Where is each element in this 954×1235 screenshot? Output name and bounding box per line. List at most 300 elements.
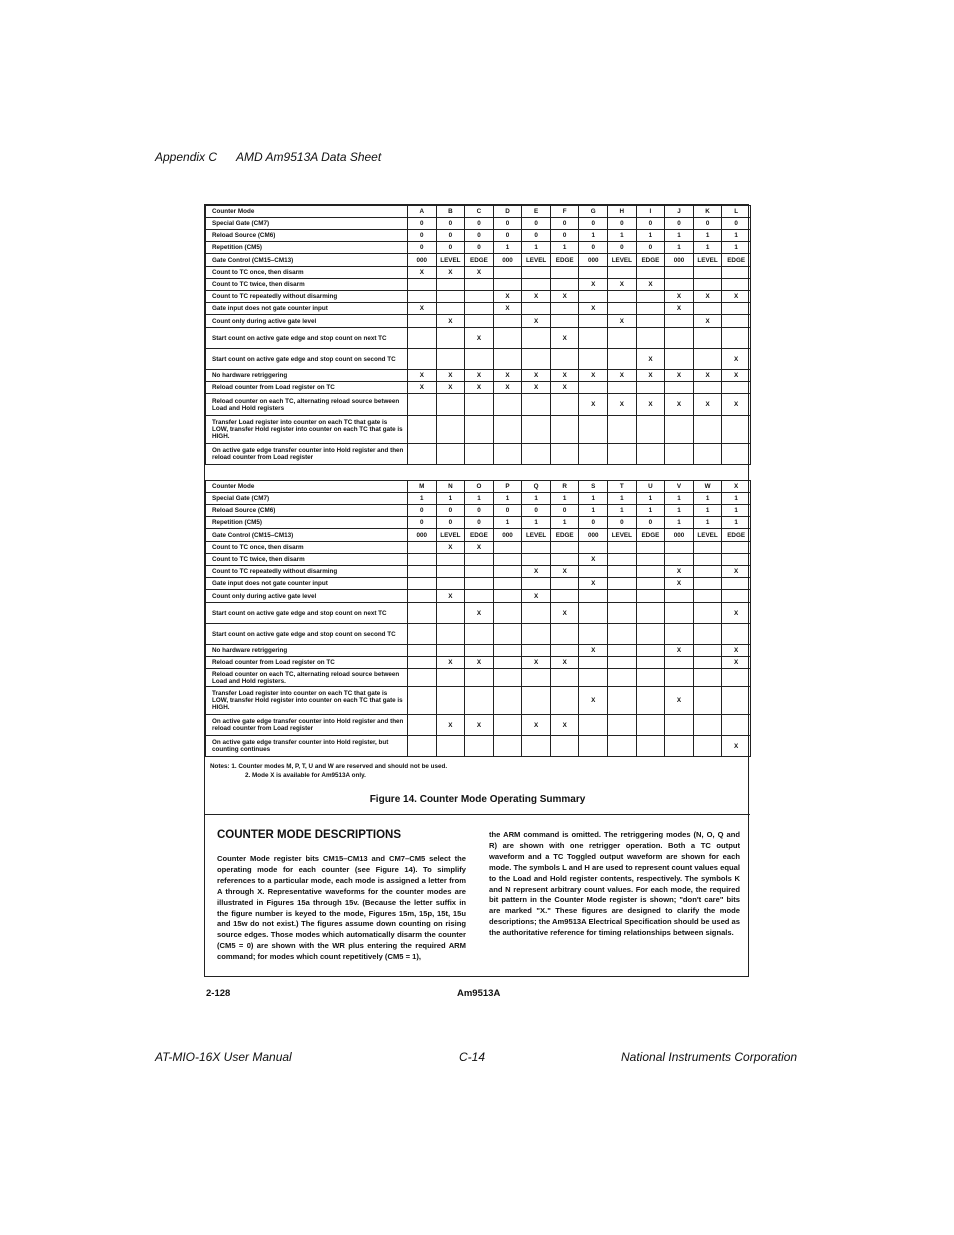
mode-cell [693,382,722,394]
counter-mode-table-2 [205,480,751,757]
mode-cell [408,603,437,624]
mode-cell [693,416,722,444]
mode-cell: 0 [579,242,608,254]
mode-cell: EDGE [722,529,751,542]
mode-cell [465,566,494,578]
table-row [206,566,751,578]
mode-cell [722,279,751,291]
mode-cell: X [693,370,722,382]
mode-cell: C [465,206,494,218]
row-label: On active gate edge transfer counter into Hold register and then reload counter from Load register [206,444,408,465]
mode-cell [608,303,637,315]
mode-cell: X [522,291,551,303]
mode-cell: A [408,206,437,218]
table-row [206,517,751,529]
mode-cell: T [608,481,637,493]
mode-cell: X [436,382,465,394]
mode-cell: 0 [636,517,665,529]
mode-cell [579,590,608,603]
mode-cell: X [465,267,494,279]
mode-cell: 0 [693,218,722,230]
mode-cell: X [665,578,694,590]
mode-cell [665,349,694,370]
mode-cell: EDGE [722,254,751,267]
mode-cell: 000 [493,254,522,267]
mode-cell: U [636,481,665,493]
mode-cell: EDGE [550,529,579,542]
mode-cell [665,382,694,394]
mode-cell: X [665,394,694,416]
mode-cell [522,349,551,370]
mode-cell [465,291,494,303]
mode-cell [465,590,494,603]
mode-cell [722,328,751,349]
mode-cell [579,315,608,328]
mode-cell: LEVEL [436,529,465,542]
mode-cell [436,416,465,444]
mode-cell [579,382,608,394]
mode-cell: 1 [722,517,751,529]
mode-cell [636,566,665,578]
mode-cell [636,578,665,590]
mode-cell [436,349,465,370]
mode-cell: 1 [722,230,751,242]
table-row [206,669,751,687]
mode-cell: X [636,279,665,291]
mode-cell [608,542,637,554]
mode-cell [550,444,579,465]
mode-cell: X [722,645,751,657]
mode-cell: X [465,715,494,736]
row-label: Transfer Load register into counter on each TC that gate is LOW, transfer Hold register into counter on each TC that gate is HIGH. [206,687,408,715]
mode-cell [608,590,637,603]
mode-cell: E [522,206,551,218]
mode-cell [693,645,722,657]
mode-cell [522,669,551,687]
mode-cell: 1 [693,493,722,505]
mode-cell [465,578,494,590]
mode-cell: X [665,303,694,315]
mode-cell: X [722,657,751,669]
table-row [206,554,751,566]
mode-cell [408,279,437,291]
mode-cell [665,328,694,349]
mode-cell: P [493,481,522,493]
mode-cell [579,603,608,624]
mode-cell [436,566,465,578]
mode-cell [722,715,751,736]
mode-cell [722,444,751,465]
mode-cell [465,303,494,315]
mode-cell: EDGE [465,529,494,542]
mode-cell: 1 [408,493,437,505]
mode-cell [579,349,608,370]
mode-cell: X [522,370,551,382]
table-row [206,603,751,624]
mode-cell [579,542,608,554]
mode-cell: 1 [522,242,551,254]
mode-cell: 0 [408,242,437,254]
mode-cell [522,394,551,416]
table-row [206,578,751,590]
mode-cell [436,578,465,590]
section-divider [205,814,750,815]
mode-cell [436,645,465,657]
mode-cell: 0 [408,230,437,242]
mode-cell: X [436,370,465,382]
mode-cell [408,315,437,328]
mode-cell [493,394,522,416]
mode-cell [408,542,437,554]
mode-cell [550,279,579,291]
row-label: Count to TC once, then disarm [206,267,408,279]
mode-cell: X [608,370,637,382]
mode-cell: 000 [408,254,437,267]
mode-cell: 1 [608,505,637,517]
table-row [206,315,751,328]
mode-cell [665,657,694,669]
row-label: Start count on active gate edge and stop count on next TC [206,328,408,349]
mode-cell [465,669,494,687]
table-row [206,529,751,542]
mode-cell [408,328,437,349]
mode-cell: 0 [493,218,522,230]
mode-cell [636,315,665,328]
mode-cell: 1 [493,517,522,529]
mode-cell: 1 [665,230,694,242]
row-label: Reload Source (CM6) [206,230,408,242]
table-notes [210,762,447,780]
mode-cell [579,291,608,303]
mode-cell: 1 [722,242,751,254]
mode-cell: 1 [493,242,522,254]
mode-cell: X [579,370,608,382]
mode-cell [693,578,722,590]
mode-cell: X [522,315,551,328]
mode-cell: LEVEL [693,254,722,267]
mode-cell: 0 [493,505,522,517]
mode-cell: X [665,291,694,303]
mode-cell: X [608,394,637,416]
mode-cell [408,291,437,303]
mode-cell [465,444,494,465]
table-row [206,291,751,303]
footer-company: National Instruments Corporation [621,1050,798,1064]
mode-cell [665,669,694,687]
mode-cell [522,603,551,624]
mode-cell: X [465,382,494,394]
table-row [206,218,751,230]
mode-cell: X [408,382,437,394]
table-row [206,328,751,349]
mode-cell: 1 [608,230,637,242]
mode-cell [636,303,665,315]
mode-cell [579,736,608,757]
mode-cell [693,736,722,757]
mode-cell: X [636,349,665,370]
mode-cell: X [579,687,608,715]
mode-cell [665,590,694,603]
row-label: Reload counter on each TC, alternating reload source between Load and Hold registers. [206,669,408,687]
mode-cell [465,554,494,566]
mode-cell: LEVEL [693,529,722,542]
mode-cell: LEVEL [522,254,551,267]
mode-cell: 000 [665,254,694,267]
row-label: Counter Mode [206,206,408,218]
row-label: Repetition (CM5) [206,242,408,254]
mode-cell [493,645,522,657]
mode-cell [665,444,694,465]
mode-cell: X [522,657,551,669]
row-label: Special Gate (CM7) [206,218,408,230]
mode-cell [408,715,437,736]
row-label: Gate Control (CM15–CM13) [206,529,408,542]
mode-cell: 1 [722,493,751,505]
mode-cell [608,669,637,687]
mode-cell [550,624,579,645]
mode-cell: 1 [722,505,751,517]
mode-cell: W [693,481,722,493]
mode-cell: 0 [408,218,437,230]
mode-cell: X [408,370,437,382]
mode-cell [465,624,494,645]
mode-cell [608,645,637,657]
mode-cell: X [465,370,494,382]
footer-manual-title: AT-MIO-16X User Manual [155,1050,292,1064]
mode-cell: 0 [550,505,579,517]
mode-cell [636,603,665,624]
mode-cell: S [579,481,608,493]
mode-cell: LEVEL [608,254,637,267]
mode-cell: EDGE [550,254,579,267]
mode-cell: X [579,394,608,416]
mode-cell [608,554,637,566]
mode-cell [522,687,551,715]
row-label: Count to TC repeatedly without disarming [206,291,408,303]
mode-cell [550,267,579,279]
mode-cell [408,444,437,465]
mode-cell [522,645,551,657]
table-row [206,542,751,554]
mode-cell: 0 [636,218,665,230]
table-row [206,416,751,444]
mode-cell [493,349,522,370]
mode-cell [550,687,579,715]
mode-cell: X [408,267,437,279]
mode-cell: 1 [522,517,551,529]
mode-cell: 1 [579,230,608,242]
mode-cell: 0 [579,218,608,230]
table-row [206,206,751,218]
mode-cell [665,554,694,566]
mode-cell: X [465,657,494,669]
mode-cell: X [722,736,751,757]
mode-cell: X [436,267,465,279]
counter-mode-table-1 [205,205,751,465]
mode-cell: X [550,657,579,669]
mode-cell: LEVEL [436,254,465,267]
mode-cell: X [522,590,551,603]
table-row [206,590,751,603]
mode-cell [522,328,551,349]
table-row [206,279,751,291]
mode-cell [608,624,637,645]
mode-cell: LEVEL [522,529,551,542]
row-label: No hardware retriggering [206,370,408,382]
mode-cell [693,542,722,554]
mode-cell [636,624,665,645]
mode-cell: 1 [693,242,722,254]
row-label: Start count on active gate edge and stop count on next TC [206,603,408,624]
mode-cell [436,624,465,645]
mode-cell [636,590,665,603]
row-label: Count only during active gate level [206,590,408,603]
mode-cell [665,624,694,645]
description-column-left: Counter Mode register bits CM15–CM13 and CM7–CM5 select the operating mode for each counter (see Figure 14). To simplify references to a particular mode, each mode is assigned a letter from A through X. Representative waveforms for the counter modes are illustrated in Figures 15a through 15v. (Because the letter suffix in the figure number is keyed to the mode, Figures 15m, 15p, 15t, 15u and 15w do not exist.) The figures assume down counting on rising source edges. Those modes which automatically disarm the counter (CM5 = 0) are shown with the WR plus entering the required ARM command; for modes which count repetitively (CM5 = 1), [217,854,466,962]
mode-cell: X [493,382,522,394]
mode-cell: Q [522,481,551,493]
mode-cell: 1 [636,505,665,517]
mode-cell [693,687,722,715]
mode-cell: 1 [436,493,465,505]
mode-cell: 0 [436,230,465,242]
datasheet-part-name: Am9513A [457,988,501,999]
mode-cell: X [722,394,751,416]
mode-cell [436,328,465,349]
mode-cell [493,624,522,645]
mode-cell: X [665,566,694,578]
mode-cell: 0 [608,218,637,230]
mode-cell [608,444,637,465]
mode-cell [436,603,465,624]
mode-cell: N [436,481,465,493]
mode-cell [522,578,551,590]
mode-cell [608,687,637,715]
mode-cell [408,394,437,416]
mode-cell: D [493,206,522,218]
mode-cell [408,578,437,590]
mode-cell: 1 [665,517,694,529]
mode-cell [636,687,665,715]
mode-cell [636,328,665,349]
mode-cell: 1 [665,493,694,505]
mode-cell: K [693,206,722,218]
mode-cell [608,715,637,736]
mode-cell: O [465,481,494,493]
mode-cell [608,416,637,444]
mode-cell: 1 [665,505,694,517]
table-row [206,687,751,715]
mode-cell: LEVEL [608,529,637,542]
mode-cell: 1 [493,493,522,505]
mode-cell [493,603,522,624]
header-title: AMD Am9513A Data Sheet [236,150,382,164]
mode-cell: 1 [579,493,608,505]
row-label: Reload Source (CM6) [206,505,408,517]
mode-cell [665,267,694,279]
mode-cell [693,554,722,566]
mode-cell [522,416,551,444]
mode-cell [636,267,665,279]
table-row [206,242,751,254]
mode-cell [722,590,751,603]
table-row [206,505,751,517]
mode-cell: 1 [550,493,579,505]
row-label: Count only during active gate level [206,315,408,328]
mode-cell [693,603,722,624]
mode-cell [579,566,608,578]
mode-cell: X [579,554,608,566]
description-column-right: the ARM command is omitted. The retriggering modes (N, O, Q and R) are shown with one retrigger operation. Both a TC output waveform and a TC Toggled output waveform are shown for each mode. The symbols L and H are used to represent count values equal to the Load and Hold register contents, respectively. The symbols K and N represent arbitrary count values. For each mode, the required bit pattern in the Counter Mode register is shown; "don't care" bits are marked "X." These figures are designed to clarify the mode descriptions; the Am9513A Electrical Specification should be used as the authoritative reference for timing relationships between signals. [489,830,740,938]
mode-cell: EDGE [636,254,665,267]
mode-cell: 1 [693,517,722,529]
footer-page-number: C-14 [459,1050,486,1064]
mode-cell: H [608,206,637,218]
mode-cell [550,315,579,328]
mode-cell: 0 [408,505,437,517]
mode-cell: 0 [722,218,751,230]
mode-cell: X [693,394,722,416]
mode-cell [436,303,465,315]
mode-cell: 1 [579,505,608,517]
mode-cell [408,687,437,715]
note-1: Notes: 1. Counter modes M, P, T, U and W are reserved and should not be used. [210,763,448,770]
mode-cell: 1 [636,493,665,505]
mode-cell: L [722,206,751,218]
mode-cell: X [493,370,522,382]
table-row [206,382,751,394]
row-label: Reload counter from Load register on TC [206,382,408,394]
mode-cell [408,645,437,657]
mode-cell [408,736,437,757]
mode-cell [579,328,608,349]
mode-cell: X [436,542,465,554]
mode-cell: V [665,481,694,493]
mode-cell [665,542,694,554]
mode-cell: X [693,291,722,303]
mode-cell: X [522,715,551,736]
mode-cell: 0 [493,230,522,242]
mode-cell: I [636,206,665,218]
mode-cell [493,416,522,444]
mode-cell [693,349,722,370]
note-2: 2. Mode X is available for Am9513A only. [245,772,366,779]
table-row [206,370,751,382]
row-label: Start count on active gate edge and stop count on second TC [206,624,408,645]
mode-cell [579,657,608,669]
mode-cell: X [436,715,465,736]
mode-cell: X [608,279,637,291]
mode-cell: 0 [522,505,551,517]
table-row [206,657,751,669]
mode-cell [493,687,522,715]
mode-cell [493,444,522,465]
mode-cell [693,715,722,736]
mode-cell [636,715,665,736]
table-row [206,736,751,757]
mode-cell: 0 [465,517,494,529]
row-label: Repetition (CM5) [206,517,408,529]
mode-cell [636,416,665,444]
mode-cell: 1 [693,505,722,517]
datasheet-page-number: 2-128 [206,988,231,999]
mode-cell [608,328,637,349]
mode-cell: X [436,657,465,669]
row-label: Transfer Load register into counter on each TC that gate is LOW, transfer Hold register into counter on each TC that gate is HIGH. [206,416,408,444]
mode-cell: X [550,291,579,303]
mode-cell [636,444,665,465]
mode-cell: X [579,578,608,590]
